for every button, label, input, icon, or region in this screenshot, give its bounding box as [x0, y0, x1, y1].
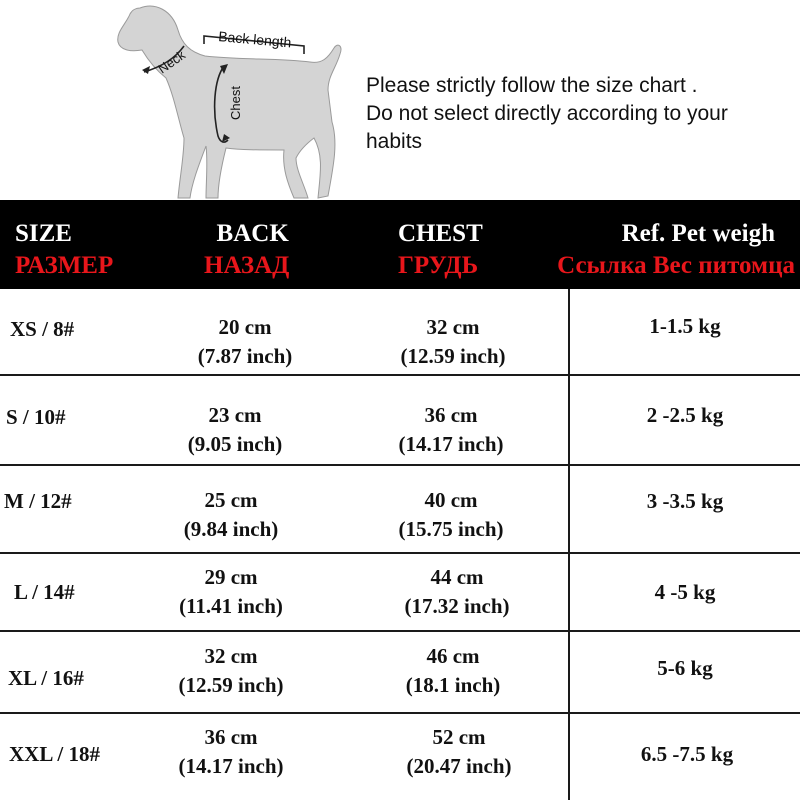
note-line-3: habits: [366, 130, 423, 153]
back-inch: (7.87 inch): [197, 344, 293, 368]
table-row: [0, 466, 800, 554]
table-row: [0, 289, 800, 376]
table-row: [0, 376, 800, 466]
header-back-en: BACK: [216, 220, 289, 247]
chest-inch: (20.47 inch): [406, 754, 512, 778]
header-chest-en: CHEST: [398, 220, 483, 247]
header-back-ru: НАЗАД: [204, 252, 290, 279]
neck-label: Neck: [155, 47, 188, 77]
note-line-2: Do not select directly according to your: [366, 102, 728, 125]
header-size-ru: РАЗМЕР: [15, 252, 114, 279]
chest-cell: [368, 313, 538, 371]
chest-cell: [372, 563, 542, 621]
chest-cm: 46 cm: [426, 644, 480, 668]
header-size: [15, 218, 113, 282]
chest-cell: [368, 642, 538, 700]
chest-cell: [366, 486, 536, 544]
weight-cell: 4 -5 kg: [654, 580, 716, 604]
weight-cell: 6.5 -7.5 kg: [640, 742, 734, 766]
back-cm: 32 cm: [204, 644, 258, 668]
back-cell: [150, 401, 320, 459]
size-cell: XS / 8#: [10, 317, 75, 341]
back-cell: [160, 313, 330, 371]
chest-inch: (12.59 inch): [400, 344, 506, 368]
size-cell: M / 12#: [4, 489, 72, 513]
chest-cm: 52 cm: [432, 725, 486, 749]
back-cell: [146, 723, 316, 781]
size-chart-note: [366, 72, 786, 156]
back-cell: [146, 642, 316, 700]
chest-cm: 32 cm: [426, 315, 480, 339]
back-inch: (14.17 inch): [178, 754, 284, 778]
neck-arrow-head: [142, 66, 150, 74]
header-weight: [537, 218, 795, 282]
header-weight-ru: Ссылка Вес питомца: [557, 252, 795, 279]
back-cm: 20 cm: [218, 315, 272, 339]
weight-cell: 1-1.5 kg: [649, 314, 721, 338]
back-inch: (9.05 inch): [187, 432, 283, 456]
note-line-1: Please strictly follow the size chart .: [366, 74, 698, 97]
header-size-en: SIZE: [15, 220, 72, 247]
chest-label: Chest: [228, 86, 243, 120]
top-section: [0, 0, 800, 200]
chest-inch: (18.1 inch): [405, 673, 501, 697]
dog-measurement-figure: [100, 0, 360, 200]
back-cm: 23 cm: [208, 403, 262, 427]
back-length-label: Back length: [217, 28, 293, 51]
back-cm: 25 cm: [204, 488, 258, 512]
size-cell: L / 14#: [14, 580, 75, 604]
header-chest-ru: ГРУДЬ: [398, 252, 479, 279]
weight-cell: 3 -3.5 kg: [646, 489, 724, 513]
chest-cell: [366, 401, 536, 459]
table-row: [0, 554, 800, 632]
back-cell: [146, 486, 316, 544]
chest-inch: (14.17 inch): [398, 432, 504, 456]
back-inch: (11.41 inch): [179, 594, 283, 618]
table-row: [0, 714, 800, 800]
weight-cell: 5-6 kg: [657, 656, 713, 680]
chest-inch: (15.75 inch): [398, 517, 504, 541]
size-cell: XL / 16#: [8, 666, 84, 690]
size-cell: S / 10#: [6, 405, 66, 429]
header-weight-en: Ref. Pet weigh: [621, 220, 775, 247]
header-chest: [398, 218, 483, 282]
table-row: [0, 632, 800, 714]
weight-cell: 2 -2.5 kg: [646, 403, 724, 427]
size-cell: XXL / 18#: [9, 742, 101, 766]
chest-cm: 44 cm: [430, 565, 484, 589]
back-cm: 36 cm: [204, 725, 258, 749]
header-back: [204, 218, 289, 282]
chest-cm: 40 cm: [424, 488, 478, 512]
back-inch: (12.59 inch): [178, 673, 284, 697]
back-cm: 29 cm: [204, 565, 258, 589]
back-cell: [146, 563, 316, 621]
chest-cm: 36 cm: [424, 403, 478, 427]
back-inch: (9.84 inch): [183, 517, 279, 541]
table-header: [0, 200, 800, 289]
chest-cell: [374, 723, 544, 781]
chest-inch: (17.32 inch): [404, 594, 510, 618]
